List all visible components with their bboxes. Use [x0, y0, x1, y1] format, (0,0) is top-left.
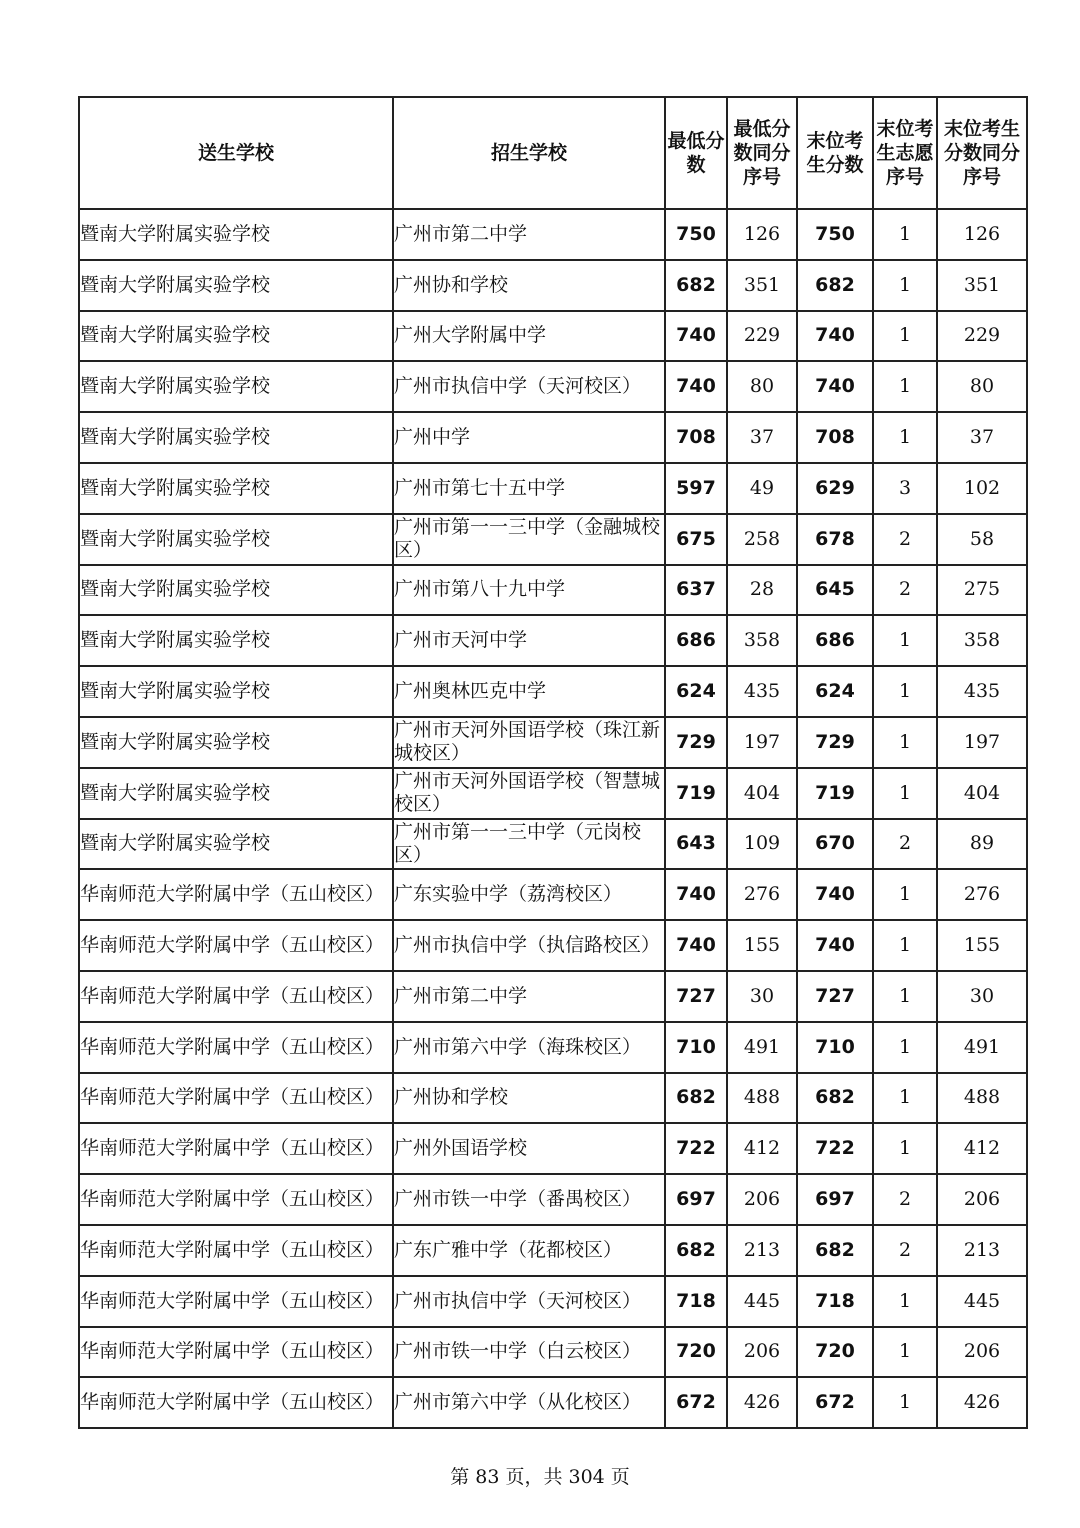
min-score-cell: 682: [665, 1225, 727, 1276]
last-student-tie-number-cell: 89: [937, 819, 1027, 870]
min-score-cell: 682: [665, 1073, 727, 1124]
table-row: [79, 717, 1027, 768]
min-score-tie-number-cell: 426: [727, 1377, 797, 1428]
last-student-tie-number-cell: 37: [937, 412, 1027, 463]
admitting-school-cell: 广州市执信中学（执信路校区）: [393, 920, 665, 971]
min-score-cell: 710: [665, 1022, 727, 1073]
table-row: [79, 1174, 1027, 1225]
last-student-tie-number-cell: 412: [937, 1123, 1027, 1174]
last-student-tie-number-cell: 275: [937, 565, 1027, 616]
sending-school-cell: 华南师范大学附属中学（五山校区）: [79, 1073, 393, 1124]
table-row: [79, 971, 1027, 1022]
min-score-tie-number-cell: 358: [727, 615, 797, 666]
last-student-choice-number-cell: 1: [873, 920, 937, 971]
admitting-school-cell: 广州市天河外国语学校（智慧城校区）: [393, 768, 665, 819]
last-student-choice-number-cell: 2: [873, 819, 937, 870]
header-last-student-choice-number: 末位考生志愿序号: [873, 97, 937, 209]
last-student-tie-number-cell: 30: [937, 971, 1027, 1022]
table-row: [79, 565, 1027, 616]
admitting-school-cell: 广东实验中学（荔湾校区）: [393, 869, 665, 920]
last-student-score-cell: 729: [797, 717, 873, 768]
admission-score-table: [78, 96, 1028, 1429]
last-student-tie-number-cell: 358: [937, 615, 1027, 666]
last-student-tie-number-cell: 155: [937, 920, 1027, 971]
last-student-choice-number-cell: 2: [873, 514, 937, 565]
sending-school-cell: 暨南大学附属实验学校: [79, 311, 393, 362]
last-student-score-cell: 740: [797, 920, 873, 971]
last-student-choice-number-cell: 1: [873, 361, 937, 412]
min-score-cell: 740: [665, 311, 727, 362]
last-student-score-cell: 740: [797, 361, 873, 412]
min-score-cell: 624: [665, 666, 727, 717]
min-score-tie-number-cell: 213: [727, 1225, 797, 1276]
min-score-tie-number-cell: 30: [727, 971, 797, 1022]
min-score-tie-number-cell: 258: [727, 514, 797, 565]
last-student-score-cell: 678: [797, 514, 873, 565]
table-row: [79, 1022, 1027, 1073]
min-score-tie-number-cell: 435: [727, 666, 797, 717]
sending-school-cell: 华南师范大学附属中学（五山校区）: [79, 1225, 393, 1276]
min-score-tie-number-cell: 80: [727, 361, 797, 412]
sending-school-cell: 暨南大学附属实验学校: [79, 463, 393, 514]
sending-school-cell: 华南师范大学附属中学（五山校区）: [79, 1022, 393, 1073]
min-score-tie-number-cell: 488: [727, 1073, 797, 1124]
table-row: [79, 1377, 1027, 1428]
last-student-tie-number-cell: 213: [937, 1225, 1027, 1276]
last-student-score-cell: 682: [797, 1073, 873, 1124]
min-score-cell: 637: [665, 565, 727, 616]
min-score-cell: 718: [665, 1276, 727, 1327]
sending-school-cell: 暨南大学附属实验学校: [79, 717, 393, 768]
last-student-score-cell: 718: [797, 1276, 873, 1327]
table-row: [79, 209, 1027, 260]
last-student-choice-number-cell: 2: [873, 1225, 937, 1276]
last-student-choice-number-cell: 1: [873, 615, 937, 666]
header-row: [79, 97, 1027, 209]
min-score-cell: 727: [665, 971, 727, 1022]
last-student-choice-number-cell: 1: [873, 717, 937, 768]
last-student-score-cell: 722: [797, 1123, 873, 1174]
last-student-choice-number-cell: 1: [873, 1377, 937, 1428]
last-student-score-cell: 682: [797, 1225, 873, 1276]
last-student-choice-number-cell: 1: [873, 209, 937, 260]
admitting-school-cell: 广州市铁一中学（番禺校区）: [393, 1174, 665, 1225]
admitting-school-cell: 广州市第二中学: [393, 971, 665, 1022]
last-student-choice-number-cell: 1: [873, 971, 937, 1022]
admitting-school-cell: 广州市第八十九中学: [393, 565, 665, 616]
min-score-tie-number-cell: 28: [727, 565, 797, 616]
table-row: [79, 666, 1027, 717]
sending-school-cell: 华南师范大学附属中学（五山校区）: [79, 1377, 393, 1428]
header-last-student-score: 末位考生分数: [797, 97, 873, 209]
admitting-school-cell: 广州市天河中学: [393, 615, 665, 666]
admitting-school-cell: 广州协和学校: [393, 260, 665, 311]
table-row: [79, 412, 1027, 463]
last-student-tie-number-cell: 426: [937, 1377, 1027, 1428]
last-student-score-cell: 740: [797, 311, 873, 362]
last-student-score-cell: 686: [797, 615, 873, 666]
table-row: [79, 260, 1027, 311]
table-row: [79, 920, 1027, 971]
sending-school-cell: 华南师范大学附属中学（五山校区）: [79, 920, 393, 971]
sending-school-cell: 华南师范大学附属中学（五山校区）: [79, 1174, 393, 1225]
table-row: [79, 1225, 1027, 1276]
last-student-score-cell: 750: [797, 209, 873, 260]
last-student-choice-number-cell: 3: [873, 463, 937, 514]
admitting-school-cell: 广东广雅中学（花都校区）: [393, 1225, 665, 1276]
sending-school-cell: 华南师范大学附属中学（五山校区）: [79, 1123, 393, 1174]
sending-school-cell: 暨南大学附属实验学校: [79, 412, 393, 463]
min-score-tie-number-cell: 37: [727, 412, 797, 463]
last-student-score-cell: 719: [797, 768, 873, 819]
last-student-choice-number-cell: 1: [873, 1073, 937, 1124]
min-score-cell: 686: [665, 615, 727, 666]
table-row: [79, 768, 1027, 819]
sending-school-cell: 暨南大学附属实验学校: [79, 260, 393, 311]
admitting-school-cell: 广州大学附属中学: [393, 311, 665, 362]
last-student-tie-number-cell: 229: [937, 311, 1027, 362]
min-score-cell: 729: [665, 717, 727, 768]
admitting-school-cell: 广州外国语学校: [393, 1123, 665, 1174]
min-score-tie-number-cell: 206: [727, 1327, 797, 1378]
sending-school-cell: 华南师范大学附属中学（五山校区）: [79, 1327, 393, 1378]
min-score-tie-number-cell: 109: [727, 819, 797, 870]
min-score-cell: 740: [665, 361, 727, 412]
header-sending-school: 送生学校: [79, 97, 393, 209]
table-row: [79, 1123, 1027, 1174]
sending-school-cell: 暨南大学附属实验学校: [79, 361, 393, 412]
min-score-cell: 597: [665, 463, 727, 514]
admitting-school-cell: 广州市第七十五中学: [393, 463, 665, 514]
last-student-score-cell: 727: [797, 971, 873, 1022]
admitting-school-cell: 广州市第二中学: [393, 209, 665, 260]
table-row: [79, 361, 1027, 412]
admitting-school-cell: 广州市第六中学（海珠校区）: [393, 1022, 665, 1073]
min-score-cell: 682: [665, 260, 727, 311]
min-score-tie-number-cell: 445: [727, 1276, 797, 1327]
last-student-score-cell: 697: [797, 1174, 873, 1225]
min-score-tie-number-cell: 351: [727, 260, 797, 311]
admitting-school-cell: 广州中学: [393, 412, 665, 463]
min-score-tie-number-cell: 229: [727, 311, 797, 362]
last-student-tie-number-cell: 102: [937, 463, 1027, 514]
min-score-tie-number-cell: 197: [727, 717, 797, 768]
header-min-score-tie-number: 最低分数同分序号: [727, 97, 797, 209]
last-student-score-cell: 629: [797, 463, 873, 514]
last-student-choice-number-cell: 1: [873, 311, 937, 362]
last-student-tie-number-cell: 197: [937, 717, 1027, 768]
table-row: [79, 869, 1027, 920]
last-student-tie-number-cell: 435: [937, 666, 1027, 717]
admitting-school-cell: 广州市天河外国语学校（珠江新城校区）: [393, 717, 665, 768]
last-student-tie-number-cell: 80: [937, 361, 1027, 412]
table-row: [79, 463, 1027, 514]
sending-school-cell: 暨南大学附属实验学校: [79, 666, 393, 717]
last-student-choice-number-cell: 1: [873, 260, 937, 311]
last-student-tie-number-cell: 206: [937, 1174, 1027, 1225]
admitting-school-cell: 广州市第一一三中学（金融城校区）: [393, 514, 665, 565]
last-student-choice-number-cell: 2: [873, 565, 937, 616]
min-score-cell: 740: [665, 869, 727, 920]
header-min-score: 最低分数: [665, 97, 727, 209]
sending-school-cell: 暨南大学附属实验学校: [79, 768, 393, 819]
min-score-cell: 719: [665, 768, 727, 819]
min-score-tie-number-cell: 126: [727, 209, 797, 260]
min-score-tie-number-cell: 155: [727, 920, 797, 971]
admitting-school-cell: 广州奥林匹克中学: [393, 666, 665, 717]
sending-school-cell: 暨南大学附属实验学校: [79, 819, 393, 870]
min-score-tie-number-cell: 404: [727, 768, 797, 819]
min-score-cell: 722: [665, 1123, 727, 1174]
min-score-cell: 750: [665, 209, 727, 260]
admitting-school-cell: 广州市执信中学（天河校区）: [393, 361, 665, 412]
last-student-choice-number-cell: 1: [873, 1022, 937, 1073]
min-score-cell: 740: [665, 920, 727, 971]
last-student-tie-number-cell: 404: [937, 768, 1027, 819]
table-row: [79, 311, 1027, 362]
last-student-choice-number-cell: 1: [873, 1327, 937, 1378]
last-student-choice-number-cell: 1: [873, 412, 937, 463]
min-score-tie-number-cell: 276: [727, 869, 797, 920]
min-score-tie-number-cell: 206: [727, 1174, 797, 1225]
sending-school-cell: 暨南大学附属实验学校: [79, 514, 393, 565]
table-body: [79, 209, 1027, 1428]
min-score-cell: 643: [665, 819, 727, 870]
last-student-tie-number-cell: 445: [937, 1276, 1027, 1327]
min-score-cell: 675: [665, 514, 727, 565]
last-student-score-cell: 645: [797, 565, 873, 616]
table-row: [79, 1327, 1027, 1378]
sending-school-cell: 暨南大学附属实验学校: [79, 209, 393, 260]
table-row: [79, 514, 1027, 565]
last-student-score-cell: 740: [797, 869, 873, 920]
admitting-school-cell: 广州市执信中学（天河校区）: [393, 1276, 665, 1327]
min-score-cell: 708: [665, 412, 727, 463]
last-student-tie-number-cell: 488: [937, 1073, 1027, 1124]
table-row: [79, 1276, 1027, 1327]
last-student-score-cell: 720: [797, 1327, 873, 1378]
last-student-score-cell: 624: [797, 666, 873, 717]
last-student-choice-number-cell: 2: [873, 1174, 937, 1225]
min-score-tie-number-cell: 412: [727, 1123, 797, 1174]
last-student-tie-number-cell: 276: [937, 869, 1027, 920]
last-student-choice-number-cell: 1: [873, 869, 937, 920]
sending-school-cell: 华南师范大学附属中学（五山校区）: [79, 869, 393, 920]
table-row: [79, 1073, 1027, 1124]
min-score-tie-number-cell: 491: [727, 1022, 797, 1073]
sending-school-cell: 华南师范大学附属中学（五山校区）: [79, 1276, 393, 1327]
sending-school-cell: 暨南大学附属实验学校: [79, 615, 393, 666]
min-score-cell: 720: [665, 1327, 727, 1378]
table-row: [79, 615, 1027, 666]
last-student-score-cell: 710: [797, 1022, 873, 1073]
last-student-tie-number-cell: 206: [937, 1327, 1027, 1378]
admitting-school-cell: 广州协和学校: [393, 1073, 665, 1124]
header-admitting-school: 招生学校: [393, 97, 665, 209]
last-student-tie-number-cell: 58: [937, 514, 1027, 565]
min-score-cell: 672: [665, 1377, 727, 1428]
sending-school-cell: 华南师范大学附属中学（五山校区）: [79, 971, 393, 1022]
header-last-student-tie-number: 末位考生分数同分序号: [937, 97, 1027, 209]
admitting-school-cell: 广州市第一一三中学（元岗校区）: [393, 819, 665, 870]
last-student-score-cell: 670: [797, 819, 873, 870]
admitting-school-cell: 广州市第六中学（从化校区）: [393, 1377, 665, 1428]
last-student-choice-number-cell: 1: [873, 666, 937, 717]
admitting-school-cell: 广州市铁一中学（白云校区）: [393, 1327, 665, 1378]
table-row: [79, 819, 1027, 870]
last-student-score-cell: 708: [797, 412, 873, 463]
last-student-choice-number-cell: 1: [873, 768, 937, 819]
last-student-score-cell: 672: [797, 1377, 873, 1428]
last-student-choice-number-cell: 1: [873, 1276, 937, 1327]
last-student-tie-number-cell: 351: [937, 260, 1027, 311]
page-number-footer: 第 83 页，共 304 页: [450, 1466, 630, 1488]
min-score-tie-number-cell: 49: [727, 463, 797, 514]
last-student-tie-number-cell: 491: [937, 1022, 1027, 1073]
last-student-score-cell: 682: [797, 260, 873, 311]
last-student-tie-number-cell: 126: [937, 209, 1027, 260]
last-student-choice-number-cell: 1: [873, 1123, 937, 1174]
sending-school-cell: 暨南大学附属实验学校: [79, 565, 393, 616]
min-score-cell: 697: [665, 1174, 727, 1225]
